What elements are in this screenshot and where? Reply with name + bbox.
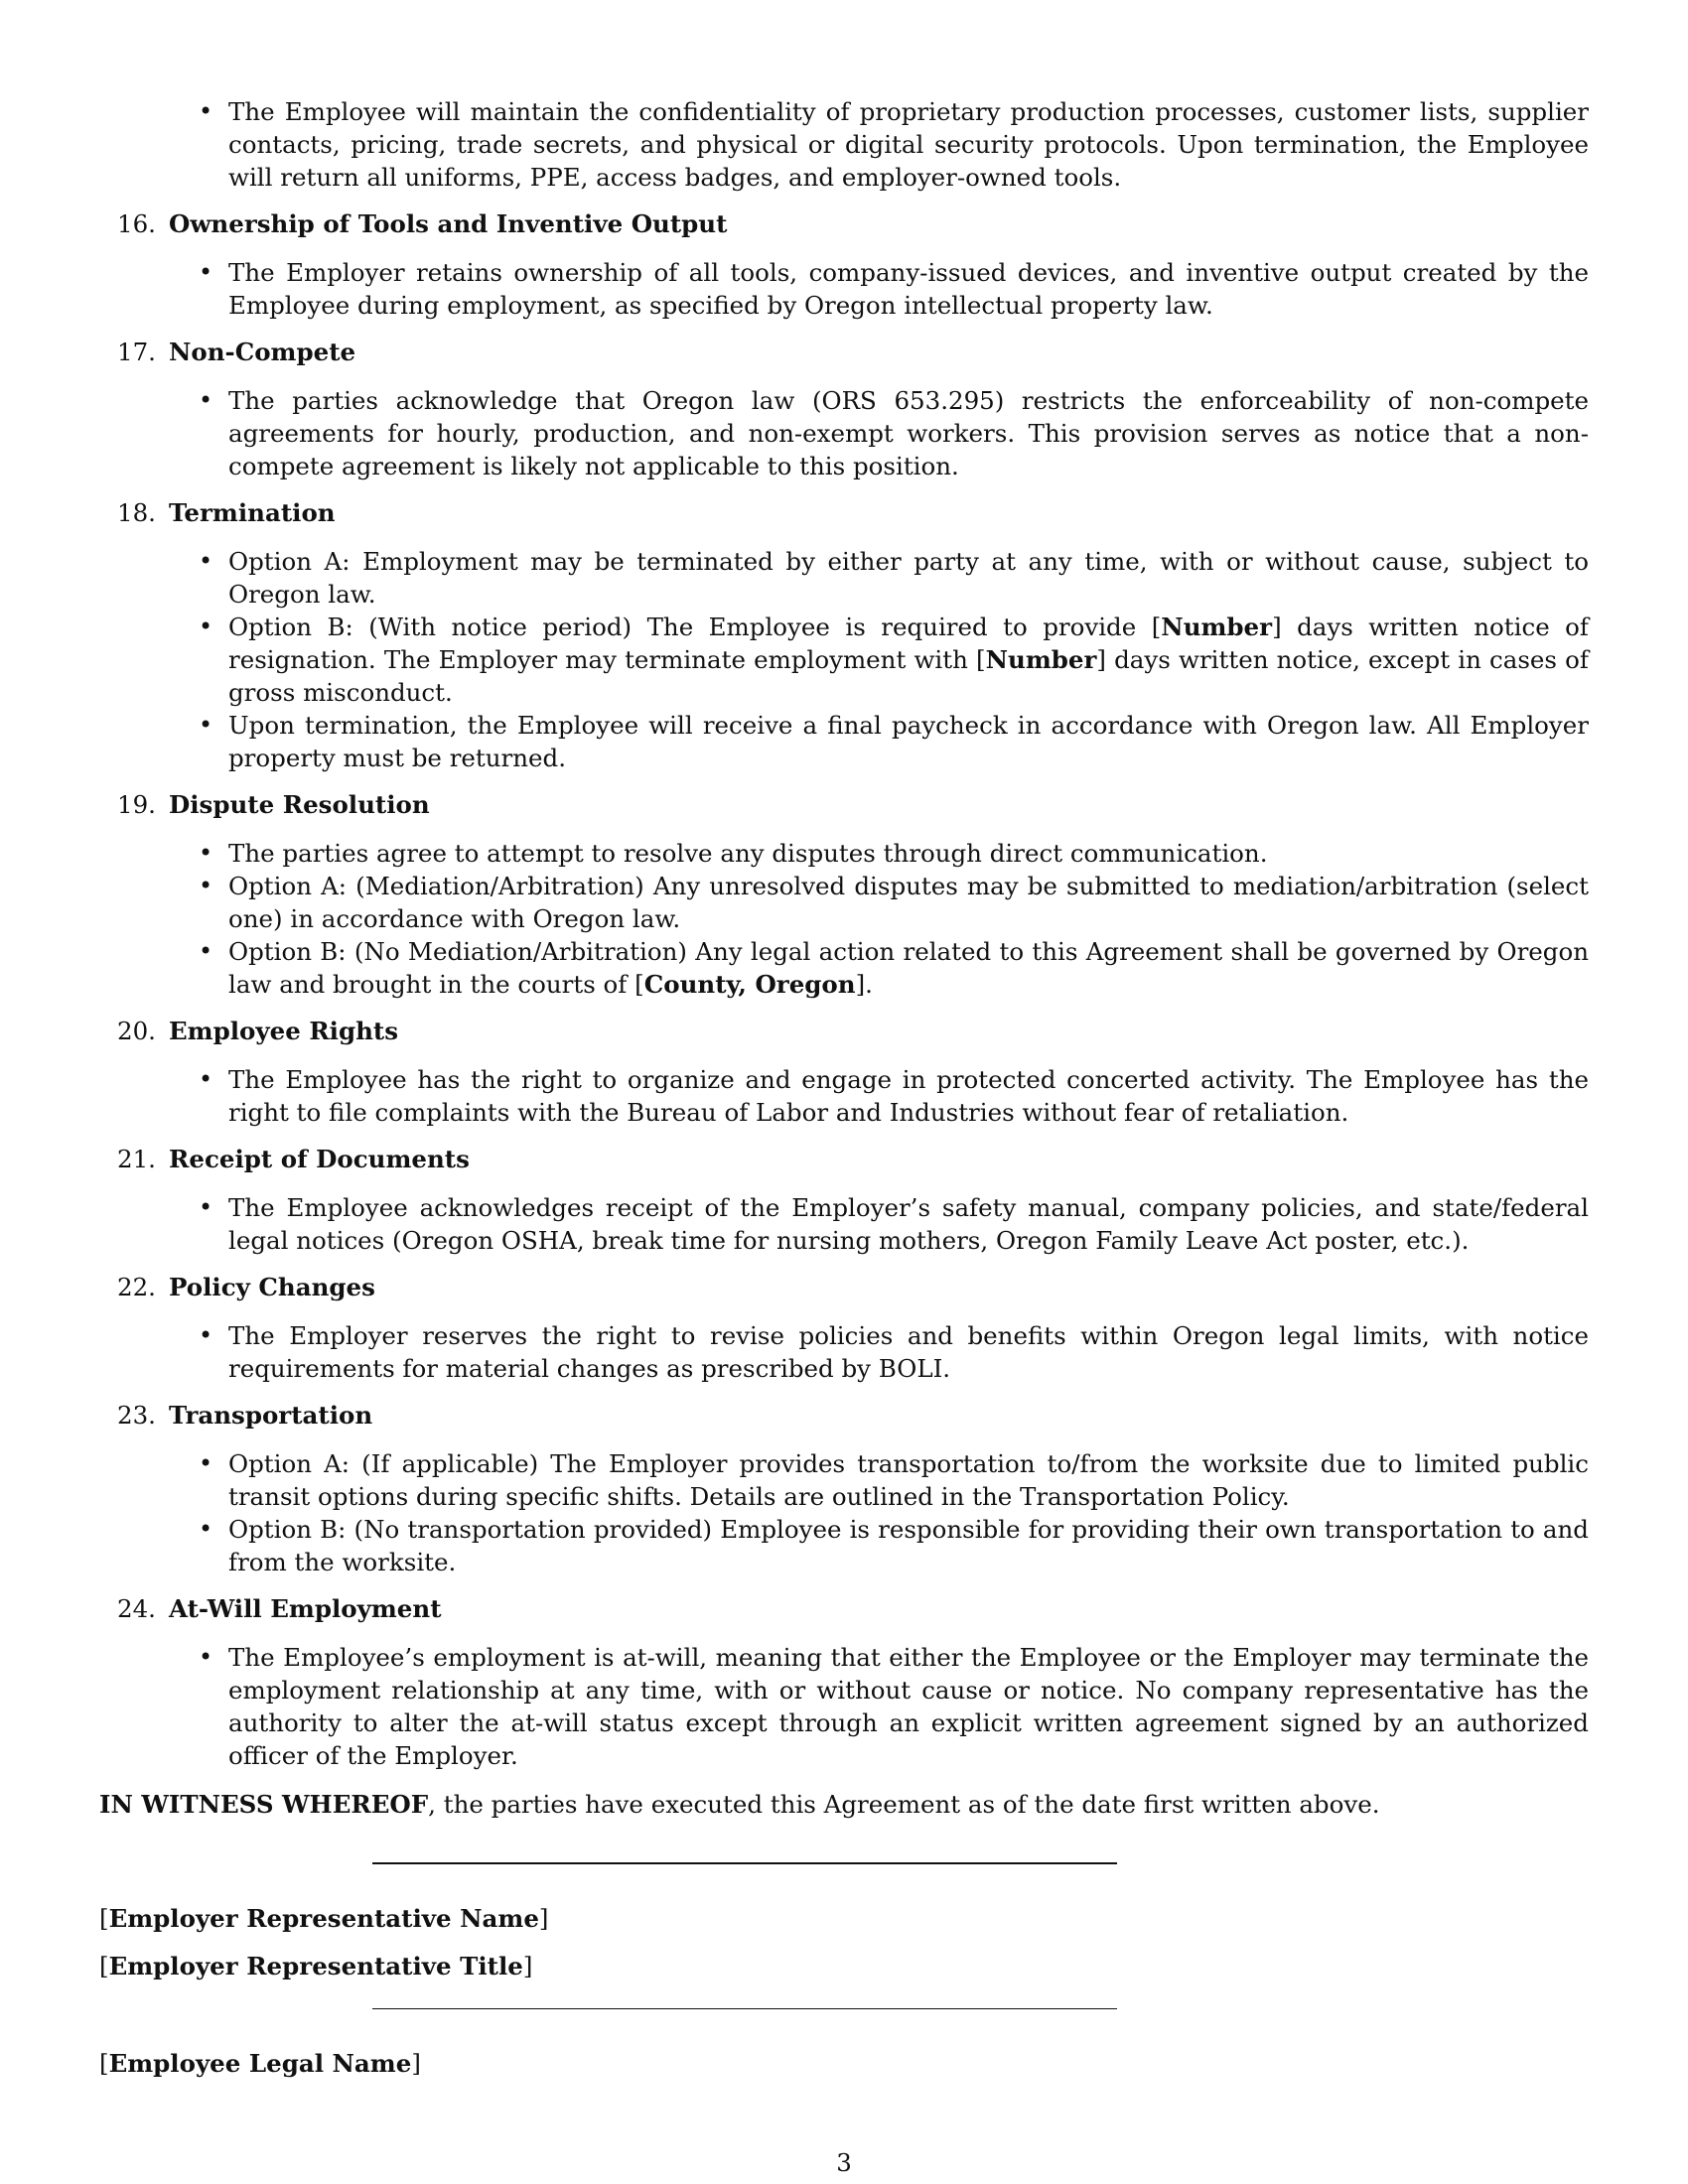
employer-signature-line <box>372 1862 1117 1864</box>
employer-name-label: [Employer Representative Name] <box>99 1904 549 1933</box>
bullet-text: The Employer retains ownership of all tools, company-issued devices, and inventive output created by the Employee during employment, as specified by Oregon intellectual property law. <box>228 258 1589 320</box>
section-title: Receipt of Documents <box>169 1145 470 1173</box>
section-17 <box>99 336 1589 482</box>
intro-bullet: • The Employee will maintain the confidentiality of proprietary production processes, customer lists, supplier contacts, pricing, trade secrets, and physical or digital security protocols. Upon termination, the Employee will return all uniforms, PPE, access badges, and employer-owned tools. <box>99 95 1589 194</box>
section-number: 21. <box>117 1145 156 1173</box>
section-number: 18. <box>117 498 156 527</box>
bullet-text: The parties acknowledge that Oregon law (ORS 653.295) restricts the enforceability of non-compete agreements for hourly, production, and non-exempt workers. This provision serves as notice that a non-compete agreement is likely not applicable to this position. <box>228 386 1589 480</box>
section-title: Termination <box>169 498 336 527</box>
bold-placeholder: Number <box>1161 613 1273 641</box>
employer-title-label: [Employer Representative Title] <box>99 1952 533 1980</box>
section-title: Ownership of Tools and Inventive Output <box>169 209 728 238</box>
bullet-item <box>99 256 1589 322</box>
bullet-item <box>99 611 1589 709</box>
section-number: 24. <box>117 1594 156 1623</box>
bullet-text: The Employer reserves the right to revise policies and benefits within Oregon legal limits, with notice requirements for material changes as prescribed by BOLI. <box>228 1321 1589 1383</box>
bullet-text: ]. <box>855 970 873 999</box>
bold-placeholder: County, Oregon <box>643 970 856 999</box>
section-heading <box>99 336 1589 368</box>
section-title: Dispute Resolution <box>169 790 430 819</box>
bullet-text: Option B: (No transportation provided) Employee is responsible for providing their own transportation to and from the worksite. <box>228 1515 1589 1576</box>
section-number: 16. <box>117 209 156 238</box>
section-bullet-list <box>99 1063 1589 1129</box>
bullet-item <box>99 837 1589 870</box>
section-heading <box>99 1143 1589 1175</box>
section-title: Employee Rights <box>169 1017 399 1045</box>
section-title: At-Will Employment <box>169 1594 442 1623</box>
bullet-text: ] days written notice, except in cases of gross misconduct. <box>228 645 1589 707</box>
section-bullet-list <box>99 1191 1589 1257</box>
section-heading <box>99 207 1589 240</box>
sections-container <box>99 207 1589 1772</box>
section-bullet-list <box>99 384 1589 482</box>
section-16 <box>99 207 1589 322</box>
bullet-item <box>99 545 1589 611</box>
section-heading <box>99 1015 1589 1047</box>
section-22 <box>99 1271 1589 1385</box>
employee-name-label: [Employee Legal Name] <box>99 2049 421 2078</box>
section-bullet-list <box>99 1319 1589 1385</box>
bullet-item <box>99 870 1589 935</box>
section-heading <box>99 788 1589 821</box>
section-number: 17. <box>117 338 156 366</box>
section-number: 22. <box>117 1273 156 1301</box>
bullet-text: Upon termination, the Employee will receive a final paycheck in accordance with Oregon law. All Employer property must be returned. <box>228 711 1589 772</box>
bullet-text: Option A: (If applicable) The Employer provides transportation to/from the worksite due to limited public transit options during specific shifts. Details are outlined in the Transportation Policy. <box>228 1449 1589 1511</box>
section-bullet-list <box>99 837 1589 1001</box>
section-bullet-list <box>99 1641 1589 1772</box>
bullet-text: ] days written notice of resignation. The Employer may terminate employment with [ <box>228 613 1589 674</box>
bullet-text: The parties agree to attempt to resolve any disputes through direct communication. <box>228 839 1268 868</box>
section-number: 19. <box>117 790 156 819</box>
bullet-text: Option B: (With notice period) The Employee is required to provide [ <box>228 613 1162 641</box>
section-bullet-list <box>99 545 1589 774</box>
bullet-item <box>99 1447 1589 1513</box>
bullet-text: The Employee has the right to organize and engage in protected concerted activity. The Employee has the right to file complaints with the Bureau of Labor and Industries without fear of retaliation. <box>228 1065 1589 1127</box>
section-23 <box>99 1399 1589 1578</box>
bullet-item <box>99 1063 1589 1129</box>
section-19 <box>99 788 1589 1001</box>
section-heading <box>99 1592 1589 1625</box>
intro-bullet-list <box>99 95 1589 194</box>
bold-placeholder: Number <box>985 645 1097 674</box>
section-title: Non-Compete <box>169 338 356 366</box>
bullet-item <box>99 1513 1589 1578</box>
page-number: 3 <box>836 2148 852 2177</box>
bullet-item <box>99 1191 1589 1257</box>
section-heading <box>99 496 1589 529</box>
section-heading <box>99 1271 1589 1303</box>
section-24 <box>99 1592 1589 1772</box>
bullet-item <box>99 1641 1589 1772</box>
section-bullet-list <box>99 256 1589 322</box>
witness-lead: IN WITNESS WHEREOF <box>99 1790 429 1819</box>
section-number: 20. <box>117 1017 156 1045</box>
bullet-item <box>99 935 1589 1001</box>
bullet-text: Option B: (No Mediation/Arbitration) Any legal action related to this Agreement shall be governed by Oregon law and brought in the courts of [ <box>228 937 1589 999</box>
section-title: Policy Changes <box>169 1273 375 1301</box>
bullet-text: The Employee’s employment is at-will, meaning that either the Employee or the Employer may terminate the employment relationship at any time, with or without cause or notice. No company representative has the authority to alter the at-will status except through an explicit written agreement signed by an authorized officer of the Employer. <box>228 1643 1589 1770</box>
section-title: Transportation <box>169 1401 373 1430</box>
bullet-item <box>99 384 1589 482</box>
bullet-text: Option A: Employment may be terminated by either party at any time, with or without cause, subject to Oregon law. <box>228 547 1589 609</box>
witness-statement <box>99 1788 1589 1821</box>
bullet-item <box>99 1319 1589 1385</box>
bullet-text: Option A: (Mediation/Arbitration) Any unresolved disputes may be submitted to mediation/arbitration (select one) in accordance with Oregon law. <box>228 872 1589 933</box>
section-heading <box>99 1399 1589 1432</box>
bullet-text: The Employee acknowledges receipt of the Employer’s safety manual, company policies, and state/federal legal notices (Oregon OSHA, break time for nursing mothers, Oregon Family Leave Act poster, etc.). <box>228 1193 1589 1255</box>
section-20 <box>99 1015 1589 1129</box>
section-number: 23. <box>117 1401 156 1430</box>
section-21 <box>99 1143 1589 1257</box>
employee-signature-line <box>372 2008 1117 2009</box>
document-page <box>99 95 1589 1821</box>
witness-rest: , the parties have executed this Agreement as of the date first written above. <box>428 1790 1380 1819</box>
bullet-item <box>99 709 1589 774</box>
section-18 <box>99 496 1589 774</box>
section-bullet-list <box>99 1447 1589 1578</box>
